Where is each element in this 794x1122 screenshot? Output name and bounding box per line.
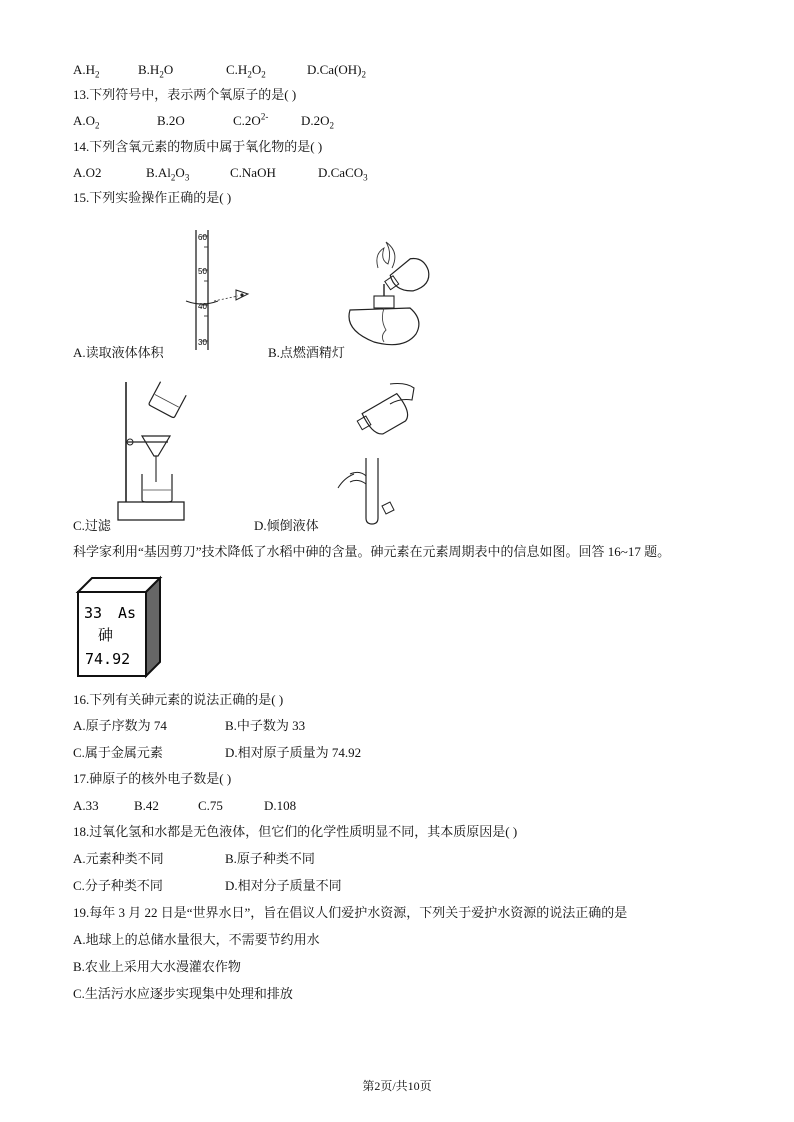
q15-option-d: D.倾倒液体 — [254, 518, 319, 533]
q12-option-d: $D.Ca(OH)_2$ — [307, 62, 367, 80]
q18-option-c: C.分子种类不同 — [73, 878, 163, 893]
figure-light-alcohol-lamp — [340, 238, 445, 353]
q17-option-c: C.75 — [198, 798, 223, 813]
q17-option-a: A.33 — [73, 798, 99, 813]
q14-option-d: D.CaCO$_3$ — [318, 165, 368, 183]
element-number: 33 — [84, 604, 103, 622]
flame-icon — [377, 242, 395, 268]
scale-label-60: 60 — [198, 233, 207, 242]
q16-option-a: A.原子序数为 74 — [73, 718, 167, 733]
figure-read-cylinder — [178, 228, 268, 353]
scale-label-40: 40 — [198, 302, 207, 311]
figure-pour-liquid — [320, 378, 420, 528]
q18-option-b: B.原子种类不同 — [225, 851, 315, 866]
q16-option-c: C.属于金属元素 — [73, 745, 163, 760]
element-symbol: As — [118, 604, 137, 622]
q15-stem: 15.下列实验操作正确的是( ) — [73, 190, 232, 205]
q13-option-c: $C.2O^{2-}$ — [233, 111, 269, 128]
q18-stem: 18.过氧化氢和水都是无色液体，但它们的化学性质明显不同，其本质原因是( ) — [73, 824, 518, 839]
q17-option-b: B.42 — [134, 798, 159, 813]
q13-option-d: $D.2O_2$ — [301, 113, 335, 131]
q17-option-d: D.108 — [264, 798, 297, 813]
scale-label-30: 30 — [198, 338, 207, 347]
q18-option-a: A.元素种类不同 — [73, 851, 164, 866]
q19-option-c: C.生活污水应逐步实现集中处理和排放 — [73, 986, 293, 1001]
q15-option-a: A.读取液体体积 — [73, 345, 164, 360]
q14-option-a: A.O2 — [73, 165, 102, 180]
q13-stem: 13.下列符号中，表示两个氧原子的是( ) — [73, 87, 297, 102]
q18-option-d: D.相对分子质量不同 — [225, 878, 342, 893]
q17-stem: 17.砷原子的核外电子数是( ) — [73, 771, 232, 786]
q16-stem: 16.下列有关砷元素的说法正确的是( ) — [73, 692, 284, 707]
page-number: 第2页/共10页 — [362, 1079, 432, 1093]
q12-option-a: $A.H_2$ — [73, 62, 100, 80]
element-mass: 74.92 — [85, 650, 131, 668]
q15-option-b: B.点燃酒精灯 — [268, 345, 345, 360]
element-name: 砷 — [98, 626, 114, 644]
q14-stem: 14.下列含氧元素的物质中属于氧化物的是( ) — [73, 139, 323, 154]
q13-option-a: $A.O_2$ — [73, 113, 100, 131]
q19-stem: 19.每年 3 月 22 日是“世界水日”，旨在倡议人们爱护水资源，下列关于爱护水资源的说法正确的是 — [73, 905, 628, 920]
q12-option-b: $B.H_2O$ — [138, 62, 174, 80]
q14-option-b: $B.Al_2O_3$ — [146, 165, 190, 183]
q12-option-c: $C.H_2O_2$ — [226, 62, 266, 80]
q13-option-b: B.2O — [157, 113, 185, 128]
q19-option-b: B.农业上采用大水漫灌农作物 — [73, 959, 241, 974]
intro-text: 科学家利用“基因剪刀”技术降低了水稻中砷的含量。砷元素在元素周期表中的信息如图。回答 16~17 题。 — [73, 544, 671, 559]
q19-option-a: A.地球上的总储水量很大，不需要节约用水 — [73, 932, 320, 947]
q16-option-b: B.中子数为 33 — [225, 718, 306, 733]
element-card-arsenic — [76, 576, 166, 680]
scale-label-50: 50 — [198, 267, 207, 276]
figure-filtration — [112, 378, 222, 526]
q14-option-c: C.NaOH — [230, 165, 276, 180]
q16-option-d: D.相对原子质量为 74.92 — [225, 745, 362, 760]
q15-option-c: C.过滤 — [73, 518, 111, 533]
